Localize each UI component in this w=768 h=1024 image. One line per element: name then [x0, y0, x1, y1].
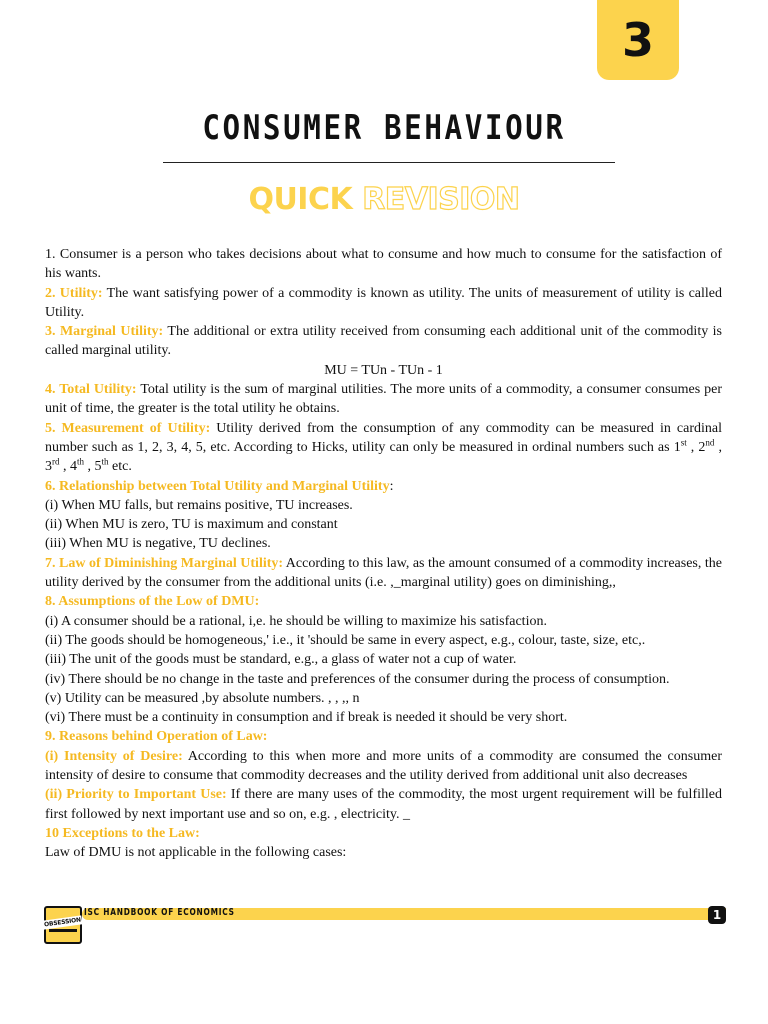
- reason-1: [45, 747, 722, 786]
- assumption-4: (iv) There should be no change in the taste and preferences of the consumer during the process of consumption.: [45, 671, 670, 687]
- point-3: [45, 322, 722, 361]
- assumption-3: (iii) The unit of the goods must be standard, e.g., a glass of water not a cup of water.: [45, 652, 517, 668]
- point-5-text: Utility derived from the consumption of any commodity can be measured in cardinal number such as 1, 2, 3, 4, 5, etc. According to Hicks, utility can only be measured in ordinal numbers such as: [45, 420, 723, 455]
- footer-book-title: ISC HANDBOOK OF ECONOMICS: [84, 907, 235, 918]
- relation-2: (ii) When MU is zero, TU is maximum and constant: [45, 517, 338, 533]
- point-2-text: The want satisfying power of a commodity is known as utility. The units of measurement of utility is called Utility.: [45, 285, 723, 320]
- reason-1-heading: (i) Intensity of Desire:: [45, 748, 183, 764]
- logo-text: OBSESSION: [44, 916, 82, 929]
- chapter-number: 3: [621, 13, 654, 67]
- point-4-text: Total utility is the sum of marginal utilities. The more units of a commodity, a consumer consumes per unit of time, the greater is the total utility he obtains.: [45, 382, 722, 417]
- point-3-heading: 3. Marginal Utility:: [45, 324, 164, 340]
- ordinal-5: 5th: [94, 456, 109, 475]
- point-5-end: etc.: [112, 459, 132, 475]
- point-4-heading: 4. Total Utility:: [45, 382, 137, 398]
- relation-3: (iii) When MU is negative, TU declines.: [45, 536, 271, 552]
- point-8-heading: 8. Assumptions of the Low of DMU:: [45, 594, 260, 610]
- chapter-badge: [597, 0, 679, 80]
- ordinal-2: 2nd: [698, 437, 715, 455]
- point-7-heading: 7. Law of Diminishing Marginal Utility:: [45, 555, 284, 571]
- point-10-text: Law of DMU is not applicable in the following cases:: [45, 845, 347, 861]
- point-3-text: The additional or extra utility received from consuming each additional unit of the commodity is called marginal utility.: [45, 324, 723, 359]
- point-9-heading: 9. Reasons behind Operation of Law:: [45, 729, 268, 745]
- reason-2: [45, 785, 722, 824]
- point-7-text: According to this law, as the amount consumed of a commodity increases, the utility derived by the consumer from the additional units (i.e. ,_marginal utility) goes on diminishing,,: [45, 555, 722, 591]
- point-2: [45, 284, 722, 323]
- subtitle-word-quick: QUICK: [248, 182, 353, 217]
- page-number: 1: [708, 906, 726, 924]
- title-divider: [163, 162, 615, 163]
- point-7: [45, 554, 722, 593]
- point-6-heading: 6. Relationship between Total Utility and Marginal Utility: [45, 478, 390, 494]
- mu-formula: MU = TUn - TUn - 1: [324, 362, 443, 378]
- assumption-1: (i) A consumer should be a rational, i,e. he should be willing to maximize his satisfaction.: [45, 613, 547, 629]
- section-subtitle: [0, 182, 768, 217]
- point-2-heading: 2. Utility:: [45, 285, 103, 301]
- point-6-colon: :: [389, 478, 394, 494]
- reason-2-heading: (ii) Priority to Important Use:: [45, 787, 227, 803]
- point-6: [45, 477, 722, 496]
- page-title: CONSUMER BEHAVIOUR: [202, 108, 566, 148]
- ordinal-1: 1st: [673, 437, 687, 455]
- logo-stripe: [49, 929, 77, 932]
- point-1: 1. Consumer is a person who takes decisions about what to consume and how much to consume for the satisfaction of his wants.: [45, 247, 722, 282]
- subtitle-word-revision: REVISION: [362, 182, 520, 217]
- obsession-logo: [44, 906, 82, 944]
- reason-1-text: According to this when more and more units of a commodity are consumed the consumer intensity of desire to consume that commodity decreases and the utility derived from additional unit also decreases: [45, 748, 722, 784]
- point-4: [45, 380, 722, 419]
- assumption-6: (vi) There must be a continuity in consumption and if break is needed it should be very short.: [45, 710, 568, 726]
- relation-1: (i) When MU falls, but remains positive, TU increases.: [45, 497, 353, 513]
- assumption-5: (v) Utility can be measured ,by absolute numbers. , , ,, n: [45, 690, 360, 706]
- point-10-heading: 10 Exceptions to the Law:: [45, 825, 200, 841]
- ordinal-4: 4th: [70, 456, 85, 475]
- assumption-2: (ii) The goods should be homogeneous,' i.e., it 'should be same in every aspect, e.g., colour, taste, size, etc,.: [45, 632, 646, 648]
- reason-2-text: If there are many uses of the commodity, the most urgent requirement will be fulfilled first followed by next important use and so on, e.g. , electricity. _: [45, 787, 722, 822]
- ordinal-3: 3rd: [45, 456, 60, 475]
- revision-content: [45, 245, 722, 863]
- point-5-heading: 5. Measurement of Utility:: [45, 420, 211, 436]
- point-5: 5. Measurement of Utility: Utility derived from the consumption of any commodity can be measured in cardinal number such as 1, 2, 3, 4, 5, etc. According to Hicks, utility can only be measured in ordinal numbers such as 1st , 2nd , 3rd , 4th , 5th etc.: [45, 420, 723, 475]
